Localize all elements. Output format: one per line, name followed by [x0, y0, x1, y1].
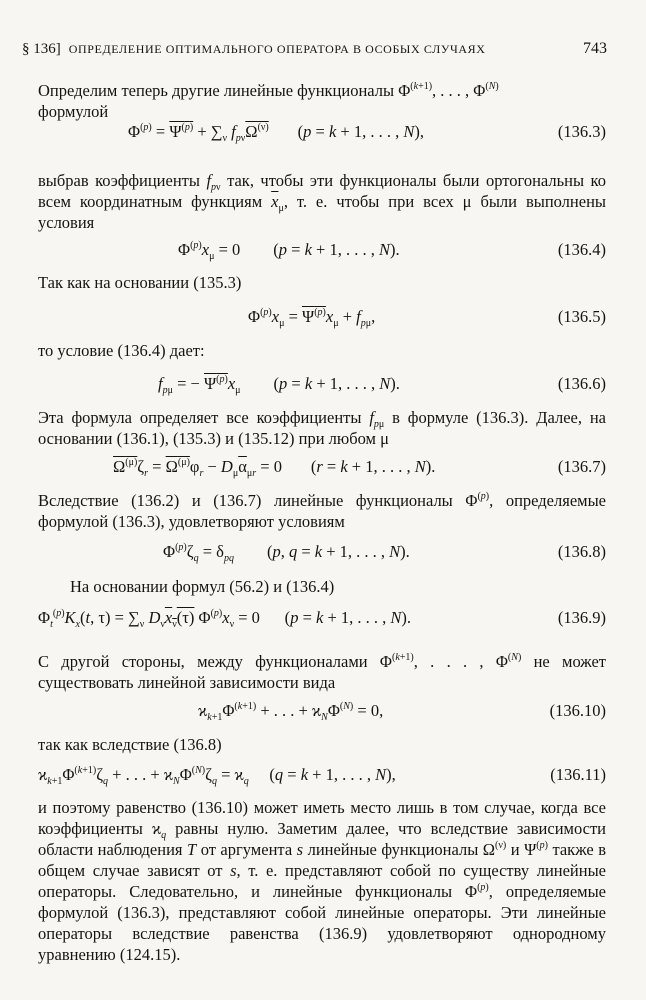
equation-number: (136.6)	[557, 374, 606, 393]
running-header	[22, 40, 607, 58]
equation-number: (136.10)	[549, 701, 606, 720]
equation-number: (136.4)	[557, 240, 606, 259]
section-ref: § 136]	[22, 41, 61, 57]
equation-136-5: $\Phi^{(p)}x_\mu = \Psi^{(p)}x_\mu + f_{p\mu}$, (136.5)	[248, 307, 606, 329]
equation-136-11: $ϰ_{k+1}\Phi^{(k+1)}\zeta_q$ + . . . + $ϰ_N\Phi^{(N)}\zeta_q = ϰ_q$ (q = k + 1, . . . , N), (136.11)	[38, 765, 606, 787]
equation-136-4: $\Phi^{(p)}x_\mu = 0$ (p = k + 1, . . . , N). (136.4)	[178, 240, 606, 262]
equation-136-3: $\Phi^{(p)} = \Psi^{(p)} + \sum_\nu$ $f_{p\nu}\Omega^{(\nu)}$ (p = k + 1, . . . , N), (136.3)	[128, 122, 606, 144]
paragraph-7: На основании формул (56.2) и (136.4)	[70, 577, 335, 596]
equation-136-9: $\Phi_t^{(p)}K_x(t$, $\tau) = \sum_\nu$ $D_\nu x_\nu(\tau) \Phi^{(p)}x_\nu = 0$ (p = k + 1, . . . , N). (136.9)	[38, 608, 606, 630]
page-number: 743	[583, 40, 607, 57]
paragraph-5: Эта формула определяет все коэффициенты $f_{p\mu}$ в формуле (136.3). Далее, на основании (136.1), (135.3) и (135.12) при любом μ	[38, 408, 606, 448]
equation-number: (136.11)	[550, 765, 606, 784]
equation-number: (136.3)	[557, 122, 606, 141]
paragraph-10: и поэтому равенство (136.10) может иметь место лишь в том случае, когда все коэффициенты $ϰ_q$ равны нулю. Заметим далее, что вследствие зависимости области наблюдения T от аргумента s линейные функционалы $\Omega^{(\nu)}$ и $\Psi^{(p)}$ также в общем случае зависят от s, т. е. представляют собой по существу линейные операторы. Следовательно, и линейные функционалы $\Phi^{(p)}$, определяемые формулой (136.3), представляют собой линейные операторы. Эти линейные операторы вследствие равенства (136.9) удовлетворяют однородному уравнению (124.15).	[38, 798, 606, 964]
paragraph-3: Так как на основании (135.3)	[38, 273, 242, 292]
equation-136-10: $ϰ_{k+1}\Phi^{(k+1)}$ + . . . + $ϰ_N\Phi^{(N)} = 0$, (136.10)	[198, 701, 606, 723]
chapter-title: ОПРЕДЕЛЕНИЕ ОПТИМАЛЬНОГО ОПЕРАТОРА В ОСОБЫХ СЛУЧАЯХ	[68, 42, 486, 56]
equation-number: (136.9)	[557, 608, 606, 627]
paragraph-6: Вследствие (136.2) и (136.7) линейные функционалы $\Phi^{(p)}$, определяемые формулой (136.3), удовлетворяют условиям	[38, 491, 606, 531]
equation-number: (136.7)	[557, 457, 606, 476]
equation-136-8: $\Phi^{(p)}\zeta_q = \delta_{pq}$ (p, q = k + 1, . . . , N). (136.8)	[163, 542, 606, 564]
equation-136-6: $f_{p\mu}$ = − $\Psi^{(p)}x_\mu$ (p = k + 1, . . . , N). (136.6)	[158, 374, 606, 396]
equation-number: (136.8)	[557, 542, 606, 561]
paragraph-9: так как вследствие (136.8)	[38, 735, 222, 754]
paragraph-1: Определим теперь другие линейные функционалы $\Phi^{(k+1)}$, . . . , $\Phi^{(N)}$ формулой	[38, 81, 499, 121]
paragraph-4: то условие (136.4) дает:	[38, 341, 205, 360]
paragraph-2: выбрав коэффициенты $f_{p\nu}$ так, чтобы эти функционалы были ортогональны ко всем координатным функциям $\overline{x}_\mu$, т. е. чтобы при всех μ были выполнены условия	[38, 171, 606, 232]
equation-136-7: $\Omega^{(\mu)}\zeta_r = \Omega^{(\mu)}\varphi_r - D_\mu\overline{\alpha}_{\mu r} = 0$ (r = k + 1, . . . , N). (136.7)	[113, 457, 606, 479]
equation-number: (136.5)	[557, 307, 606, 326]
paragraph-8: С другой стороны, между функционалами $\Phi^{(k+1)}$, . . . , $\Phi^{(N)}$ не может существовать линейной зависимости вида	[38, 652, 607, 692]
